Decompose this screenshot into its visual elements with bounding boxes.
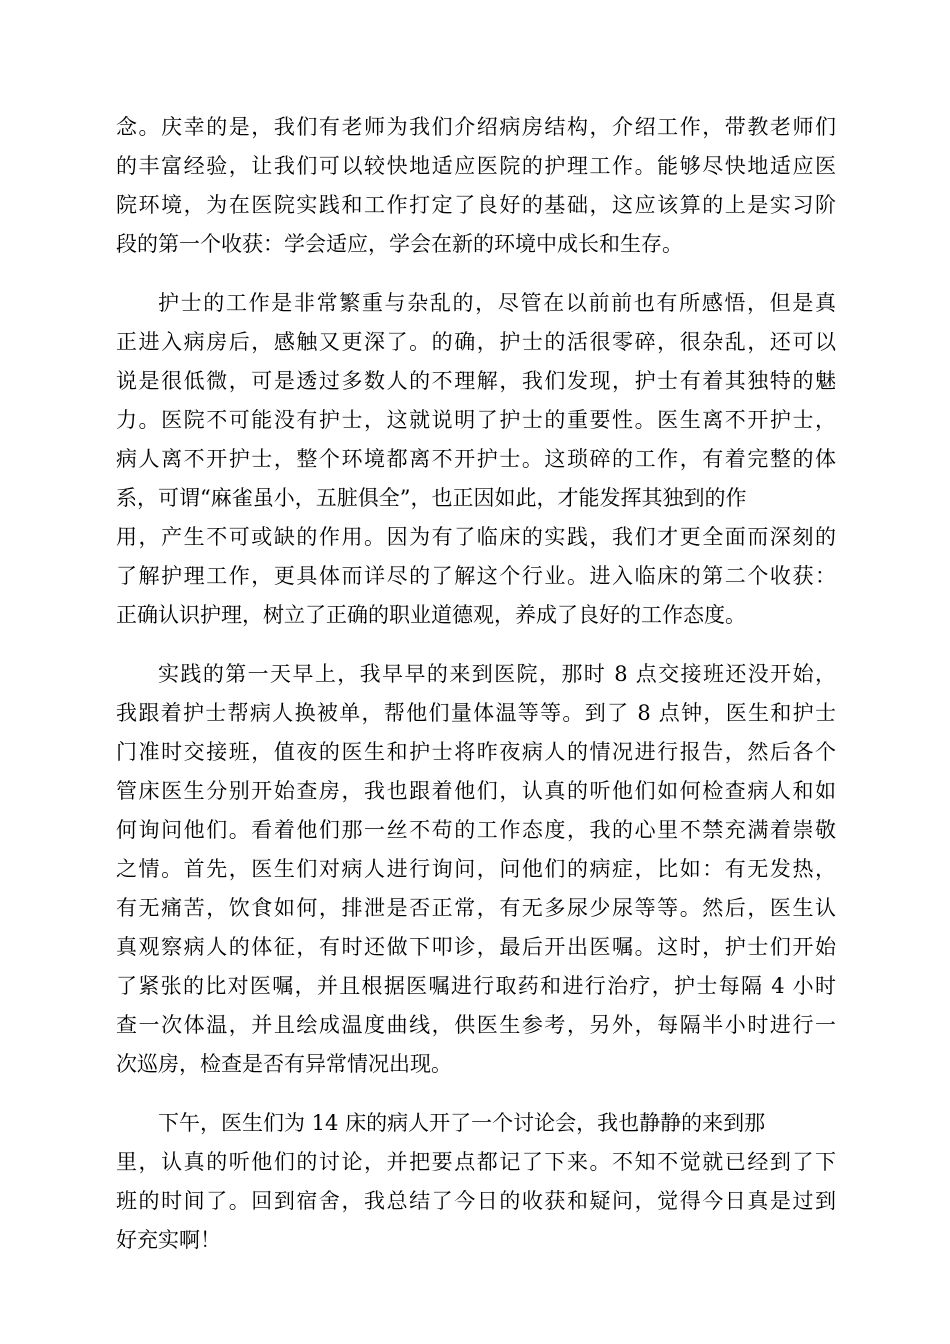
paragraph-4 (116, 1104, 836, 1260)
paragraph-3 (116, 655, 836, 1084)
text-line: 好充实啊！ (116, 1228, 221, 1252)
text-line: 护士的工作是非常繁重与杂乱的，尽管在以前前也有所感悟，但是真 (158, 291, 836, 315)
text-line: 下午，医生们为 14 床的病人开了一个讨论会，我也静静的来到那 (158, 1111, 766, 1135)
paragraph-2 (116, 284, 836, 635)
text-line: 我跟着护士帮病人换被单，帮他们量体温等等。到了 8 点钟，医生和护士 (116, 701, 836, 725)
document-body (116, 108, 836, 1280)
text-line: 实践的第一天早上，我早早的来到医院，那时 8 点交接班还没开始， (158, 662, 836, 686)
text-line: 管床医生分别开始查房，我也跟着他们，认真的听他们如何检查病人和如 (116, 779, 836, 803)
text-line: 正进入病房后，感触又更深了。的确，护士的活很零碎，很杂乱，还可以 (116, 330, 836, 354)
text-line: 院环境，为在医院实践和工作打定了良好的基础，这应该算的上是实习阶 (116, 193, 836, 217)
text-line: 门准时交接班，值夜的医生和护士将昨夜病人的情况进行报告，然后各个 (116, 740, 836, 764)
text-line: 说是很低微，可是透过多数人的不理解，我们发现，护士有着其独特的魅 (116, 369, 836, 393)
text-line: 的丰富经验，让我们可以较快地适应医院的护理工作。能够尽快地适应医 (116, 154, 836, 178)
text-line: 真观察病人的体征，有时还做下叩诊，最后开出医嘱。这时，护士们开始 (116, 935, 836, 959)
text-line: 次巡房，检查是否有异常情况出现。 (116, 1052, 452, 1076)
text-line: 班的时间了。回到宿舍，我总结了今日的收获和疑问，觉得今日真是过到 (116, 1189, 836, 1213)
text-line: 查一次体温，并且绘成温度曲线，供医生参考，另外，每隔半小时进行一 (116, 1013, 836, 1037)
text-line: 段的第一个收获：学会适应，学会在新的环境中成长和生存。 (116, 232, 683, 256)
text-line: 系，可谓“麻雀虽小，五脏俱全”，也正因如此，才能发挥其独到的作 (116, 486, 747, 510)
text-line: 力。医院不可能没有护士，这就说明了护士的重要性。医生离不开护士， (116, 408, 836, 432)
text-line: 里，认真的听他们的讨论，并把要点都记了下来。不知不觉就已经到了下 (116, 1150, 836, 1174)
text-line: 念。庆幸的是，我们有老师为我们介绍病房结构，介绍工作，带教老师们 (116, 115, 836, 139)
text-line: 有无痛苦，饮食如何，排泄是否正常，有无多尿少尿等等。然后，医生认 (116, 896, 836, 920)
text-line: 用，产生不可或缺的作用。因为有了临床的实践，我们才更全面而深刻的 (116, 525, 836, 549)
text-line: 了紧张的比对医嘱，并且根据医嘱进行取药和进行治疗，护士每隔 4 小时 (116, 974, 836, 998)
text-line: 之情。首先，医生们对病人进行询问，问他们的病症，比如：有无发热， (116, 857, 836, 881)
text-line: 病人离不开护士，整个环境都离不开护士。这琐碎的工作，有着完整的体 (116, 447, 836, 471)
text-line: 何询问他们。看着他们那一丝不苟的工作态度，我的心里不禁充满着崇敬 (116, 818, 836, 842)
text-line: 了解护理工作，更具体而详尽的了解这个行业。进入临床的第二个收获： (116, 564, 836, 588)
paragraph-1 (116, 108, 836, 264)
text-line: 正确认识护理，树立了正确的职业道德观，养成了良好的工作态度。 (116, 603, 746, 627)
